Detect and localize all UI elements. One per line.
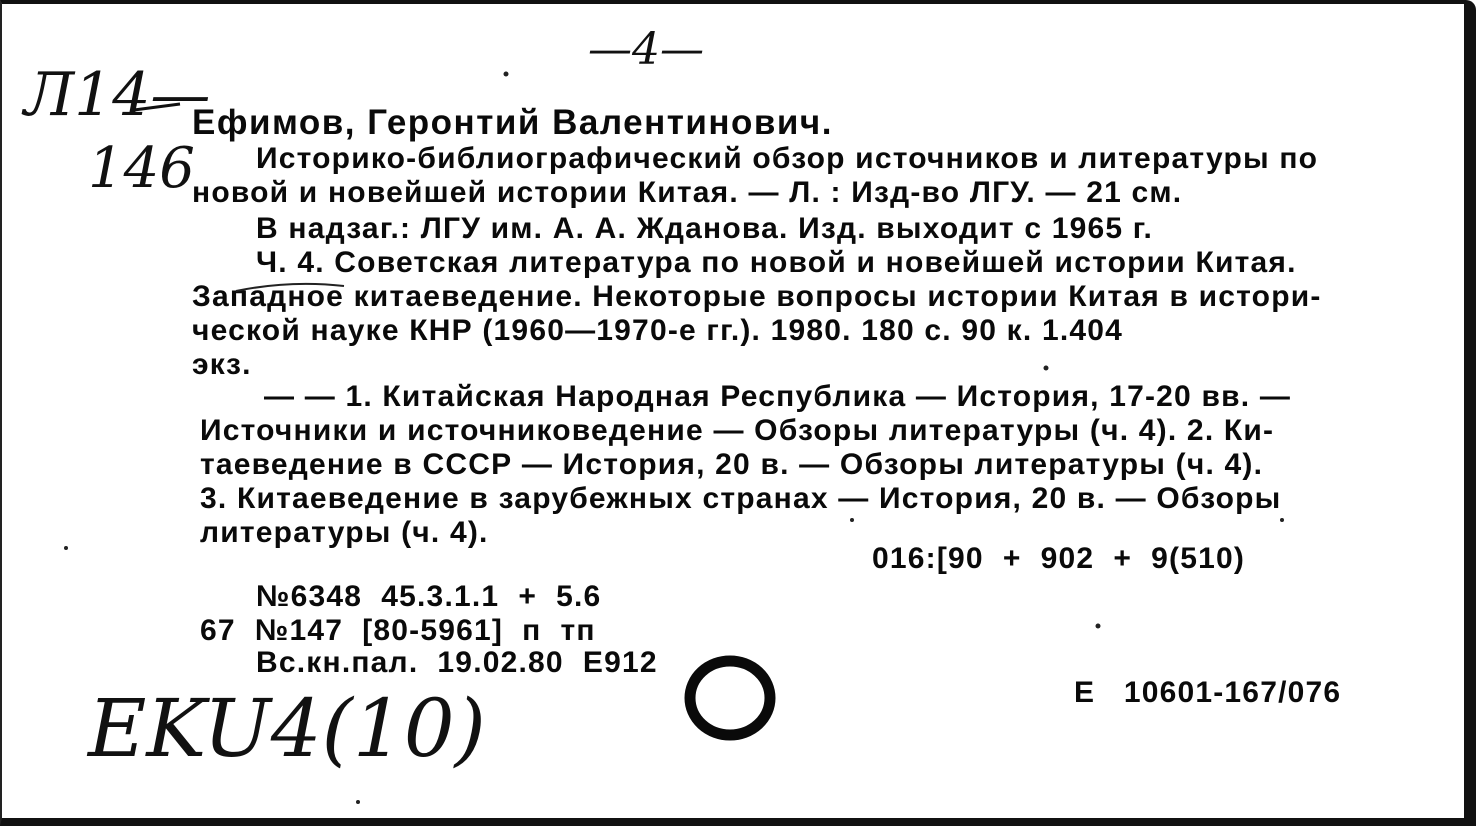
page-mark-handwritten: —4— [588, 24, 704, 75]
part-line: ческой науке КНР (1960—1970-е гг.). 1980. 180 с. 90 к. 1.404 [192, 314, 1124, 347]
stray-dot [1280, 518, 1284, 522]
stray-dot [504, 72, 509, 77]
part-line: Ч. 4. Советская литература по новой и новейшей истории Китая. [256, 246, 1297, 279]
hand-stroke-shelf [134, 104, 180, 110]
stray-dot [1096, 624, 1101, 629]
shelf-mark-bottom-handwritten: 146 [88, 136, 195, 201]
catalog-line: №6348 45.3.1.1 + 5.6 [256, 580, 602, 613]
stray-dot [356, 800, 360, 804]
subject-line: таеведение в СССР — История, 20 в. — Обзоры литературы (ч. 4). [200, 448, 1264, 481]
catalog-line: 67 №147 [80-5961] п тп [200, 614, 596, 647]
subject-line: — — 1. Китайская Народная Республика — История, 17-20 вв. — [264, 380, 1292, 413]
author-heading: Ефимов, Геронтий Валентинович. [192, 103, 833, 142]
pencil-underline [236, 284, 344, 291]
subject-line: Источники и источниковедение — Обзоры литературы (ч. 4). 2. Ки- [200, 414, 1275, 447]
card-hole [690, 661, 770, 735]
subject-line: литературы (ч. 4). [200, 516, 489, 549]
classification-code-handwritten: EKU4(10) [88, 682, 486, 775]
title-line: Историко-библиографический обзор источников и литературы по [256, 142, 1319, 175]
catalog-line: Вс.кн.пал. 19.02.80 Е912 [256, 646, 658, 679]
title-line: В надзаг.: ЛГУ им. А. А. Жданова. Изд. выходит с 1965 г. [256, 212, 1154, 245]
shelf-mark-top-handwritten: Л14— [24, 60, 211, 130]
part-line: Западное китаеведение. Некоторые вопросы истории Китая в истори- [192, 280, 1322, 313]
part-line: экз. [192, 348, 252, 381]
title-line: новой и новейшей истории Китая. — Л. : Изд-во ЛГУ. — 21 см. [192, 176, 1183, 209]
stray-dot [850, 518, 854, 522]
stray-dot [1044, 366, 1049, 371]
edition-code: Е 10601-167/076 [1074, 676, 1342, 709]
udc-index: 016:[90 + 902 + 9(510) [872, 542, 1246, 575]
subject-line: 3. Китаеведение в зарубежных странах — История, 20 в. — Обзоры [200, 482, 1282, 515]
stray-dot [64, 546, 68, 550]
